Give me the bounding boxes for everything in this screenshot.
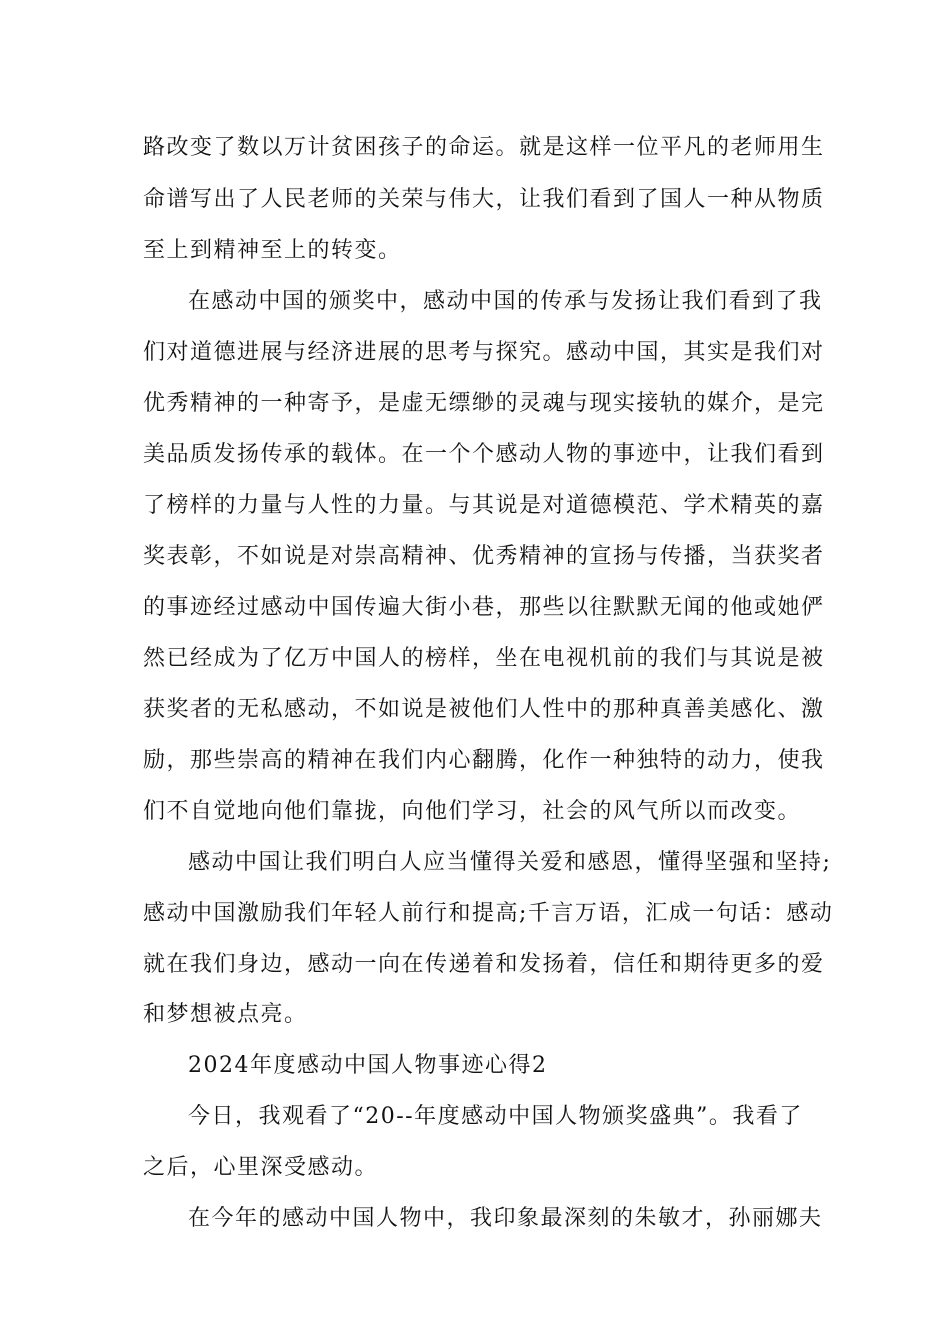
text-line: 路改变了数以万计贫困孩子的命运。就是这样一位平凡的老师用生 — [143, 135, 825, 160]
text-line: 励，那些崇高的精神在我们内心翻腾，化作一种独特的动力，使我 — [143, 748, 825, 773]
text-line: 美品质发扬传承的载体。在一个个感动人物的事迹中，让我们看到 — [143, 442, 825, 467]
paragraph-start-line: 在今年的感动中国人物中，我印象最深刻的朱敏才，孙丽娜夫 — [188, 1206, 823, 1231]
text-line: 奖表彰，不如说是对崇高精神、优秀精神的宣扬与传播，当获奖者 — [143, 544, 825, 569]
paragraph-start-line: 在感动中国的颁奖中，感动中国的传承与发扬让我们看到了我 — [188, 289, 823, 314]
text-line: 之后，心里深受感动。 — [143, 1155, 379, 1180]
text-line: 们不自觉地向他们靠拢，向他们学习，社会的风气所以而改变。 — [143, 799, 802, 824]
text-line: 获奖者的无私感动，不如说是被他们人性中的那种真善美感化、激 — [143, 697, 825, 722]
text-line: 至上到精神至上的转变。 — [143, 238, 402, 263]
text-line: 的事迹经过感动中国传遍大街小巷，那些以往默默无闻的他或她俨 — [143, 595, 825, 620]
paragraph-start-line: 感动中国让我们明白人应当懂得关爱和感恩，懂得坚强和坚持; — [188, 850, 832, 875]
text-line: 和梦想被点亮。 — [143, 1002, 308, 1027]
text-line: 命谱写出了人民老师的关荣与伟大，让我们看到了国人一种从物质 — [143, 187, 825, 212]
paragraph-start-line: 今日，我观看了“20--年度感动中国人物颁奖盛典”。我看了 — [188, 1104, 803, 1129]
text-line: 优秀精神的一种寄予，是虚无缥缈的灵魂与现实接轨的媒介，是完 — [143, 391, 825, 416]
text-line: 们对道德进展与经济进展的思考与探究。感动中国，其实是我们对 — [143, 340, 825, 365]
text-line: 然已经成为了亿万中国人的榜样，坐在电视机前的我们与其说是被 — [143, 646, 825, 671]
text-line: 了榜样的力量与人性的力量。与其说是对道德模范、学术精英的嘉 — [143, 493, 825, 518]
section-heading: 2024年度感动中国人物事迹心得2 — [188, 1053, 548, 1078]
text-line: 就在我们身边，感动一向在传递着和发扬着，信任和期待更多的爱 — [143, 952, 825, 977]
text-line: 感动中国激励我们年轻人前行和提高;千言万语，汇成一句话：感动 — [143, 901, 834, 926]
